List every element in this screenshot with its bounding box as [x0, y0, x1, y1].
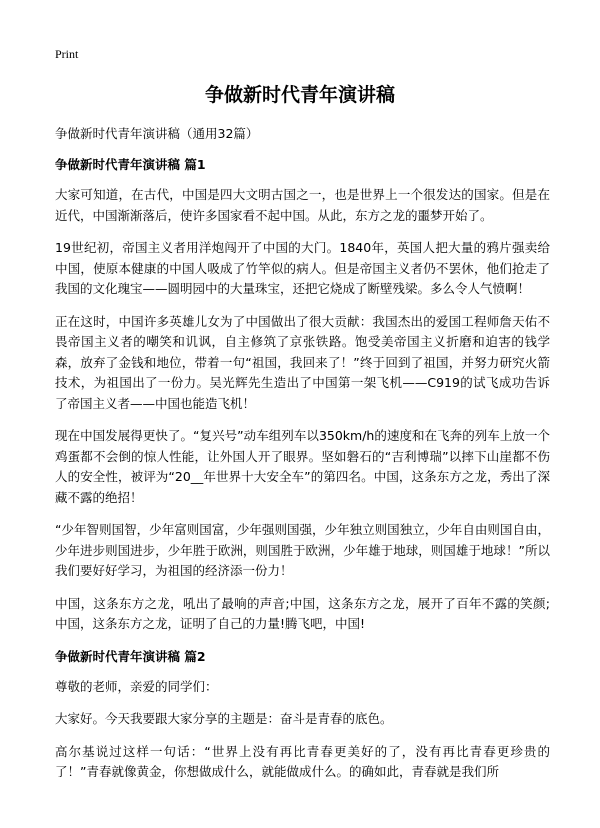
- section-1-heading: 争做新时代青年演讲稿 篇1: [55, 157, 206, 172]
- section-1-paragraph: “少年智则国智，少年富则国富，少年强则国强，少年独立则国独立，少年自由则国自由，少年进步则国进步，少年胜于欧洲，则国胜于欧洲，少年雄于地球，则国雄于地球！”所以我们要好好学习，为祖国的经济添一份力！: [55, 522, 550, 578]
- document-subtitle: 争做新时代青年演讲稿（通用32篇）: [55, 126, 259, 141]
- section-1-paragraph: 19世纪初，帝国主义者用洋炮闯开了中国的大门。1840年，英国人把大量的鸦片强卖给中国，使原本健康的中国人吸成了竹竿似的病人。但是帝国主义者仍不罢休，他们抢走了我国的文化瑰宝——圆明园中的大量珠宝，还把它烧成了断壁残梁。多么令人气愤啊！: [55, 240, 550, 296]
- section-1-paragraph: 大家可知道，在古代，中国是四大文明古国之一，也是世界上一个很发达的国家。但是在近代，中国渐渐落后，使许多国家看不起中国。从此，东方之龙的噩梦开始了。: [55, 187, 550, 223]
- section-1-paragraph: 中国，这条东方之龙，吼出了最响的声音;中国，这条东方之龙，展开了百年不露的笑颜;中国，这条东方之龙，证明了自己的力量!腾飞吧，中国!: [55, 595, 550, 631]
- section-2-paragraph: 大家好。今天我要跟大家分享的主题是：奋斗是青春的底色。: [55, 711, 393, 726]
- section-2-heading: 争做新时代青年演讲稿 篇2: [55, 648, 206, 664]
- document-body: [55, 124, 550, 795]
- section-1-paragraph: 正在这时，中国许多英雄儿女为了中国做出了很大贡献：我国杰出的爱国工程师詹天佑不畏帝国主义者的嘲笑和讥讽，自主修筑了京张铁路。饱受美帝国主义折磨和迫害的钱学森，放弃了金钱和地位，带着一句“祖国，我回来了！”终于回到了祖国，并努力研究火箭技术，为祖国出了一份力。吴光辉先生造出了中国第一架飞机——C919的试飞成功告诉了帝国主义者——中国也能造飞机！: [55, 313, 550, 411]
- document-title: 争做新时代青年演讲稿: [204, 84, 395, 106]
- print-link[interactable]: Print: [55, 47, 79, 61]
- section-2-paragraph: 高尔基说过这样一句话：“世界上没有再比青春更美好的了，没有再比青春更珍贵的了！”青春就像黄金，你想做成什么，就能做成什么。的确如此，青春就是我们所: [55, 743, 550, 779]
- section-1-paragraph: 现在中国发展得更快了。“复兴号”动车组列车以350km/h的速度和在飞奔的列车上放一个鸡蛋都不会倒的惊人性能，让外国人开了眼界。坚如磐石的“吉利博瑞”以摔下山崖都不伤人的安全性，被评为“20__年世界十大安全车”的第四名。中国，这条东方之龙，秀出了深藏不露的绝招！: [55, 428, 550, 505]
- section-2-paragraph: 尊敬的老师，亲爱的同学们：: [55, 678, 218, 694]
